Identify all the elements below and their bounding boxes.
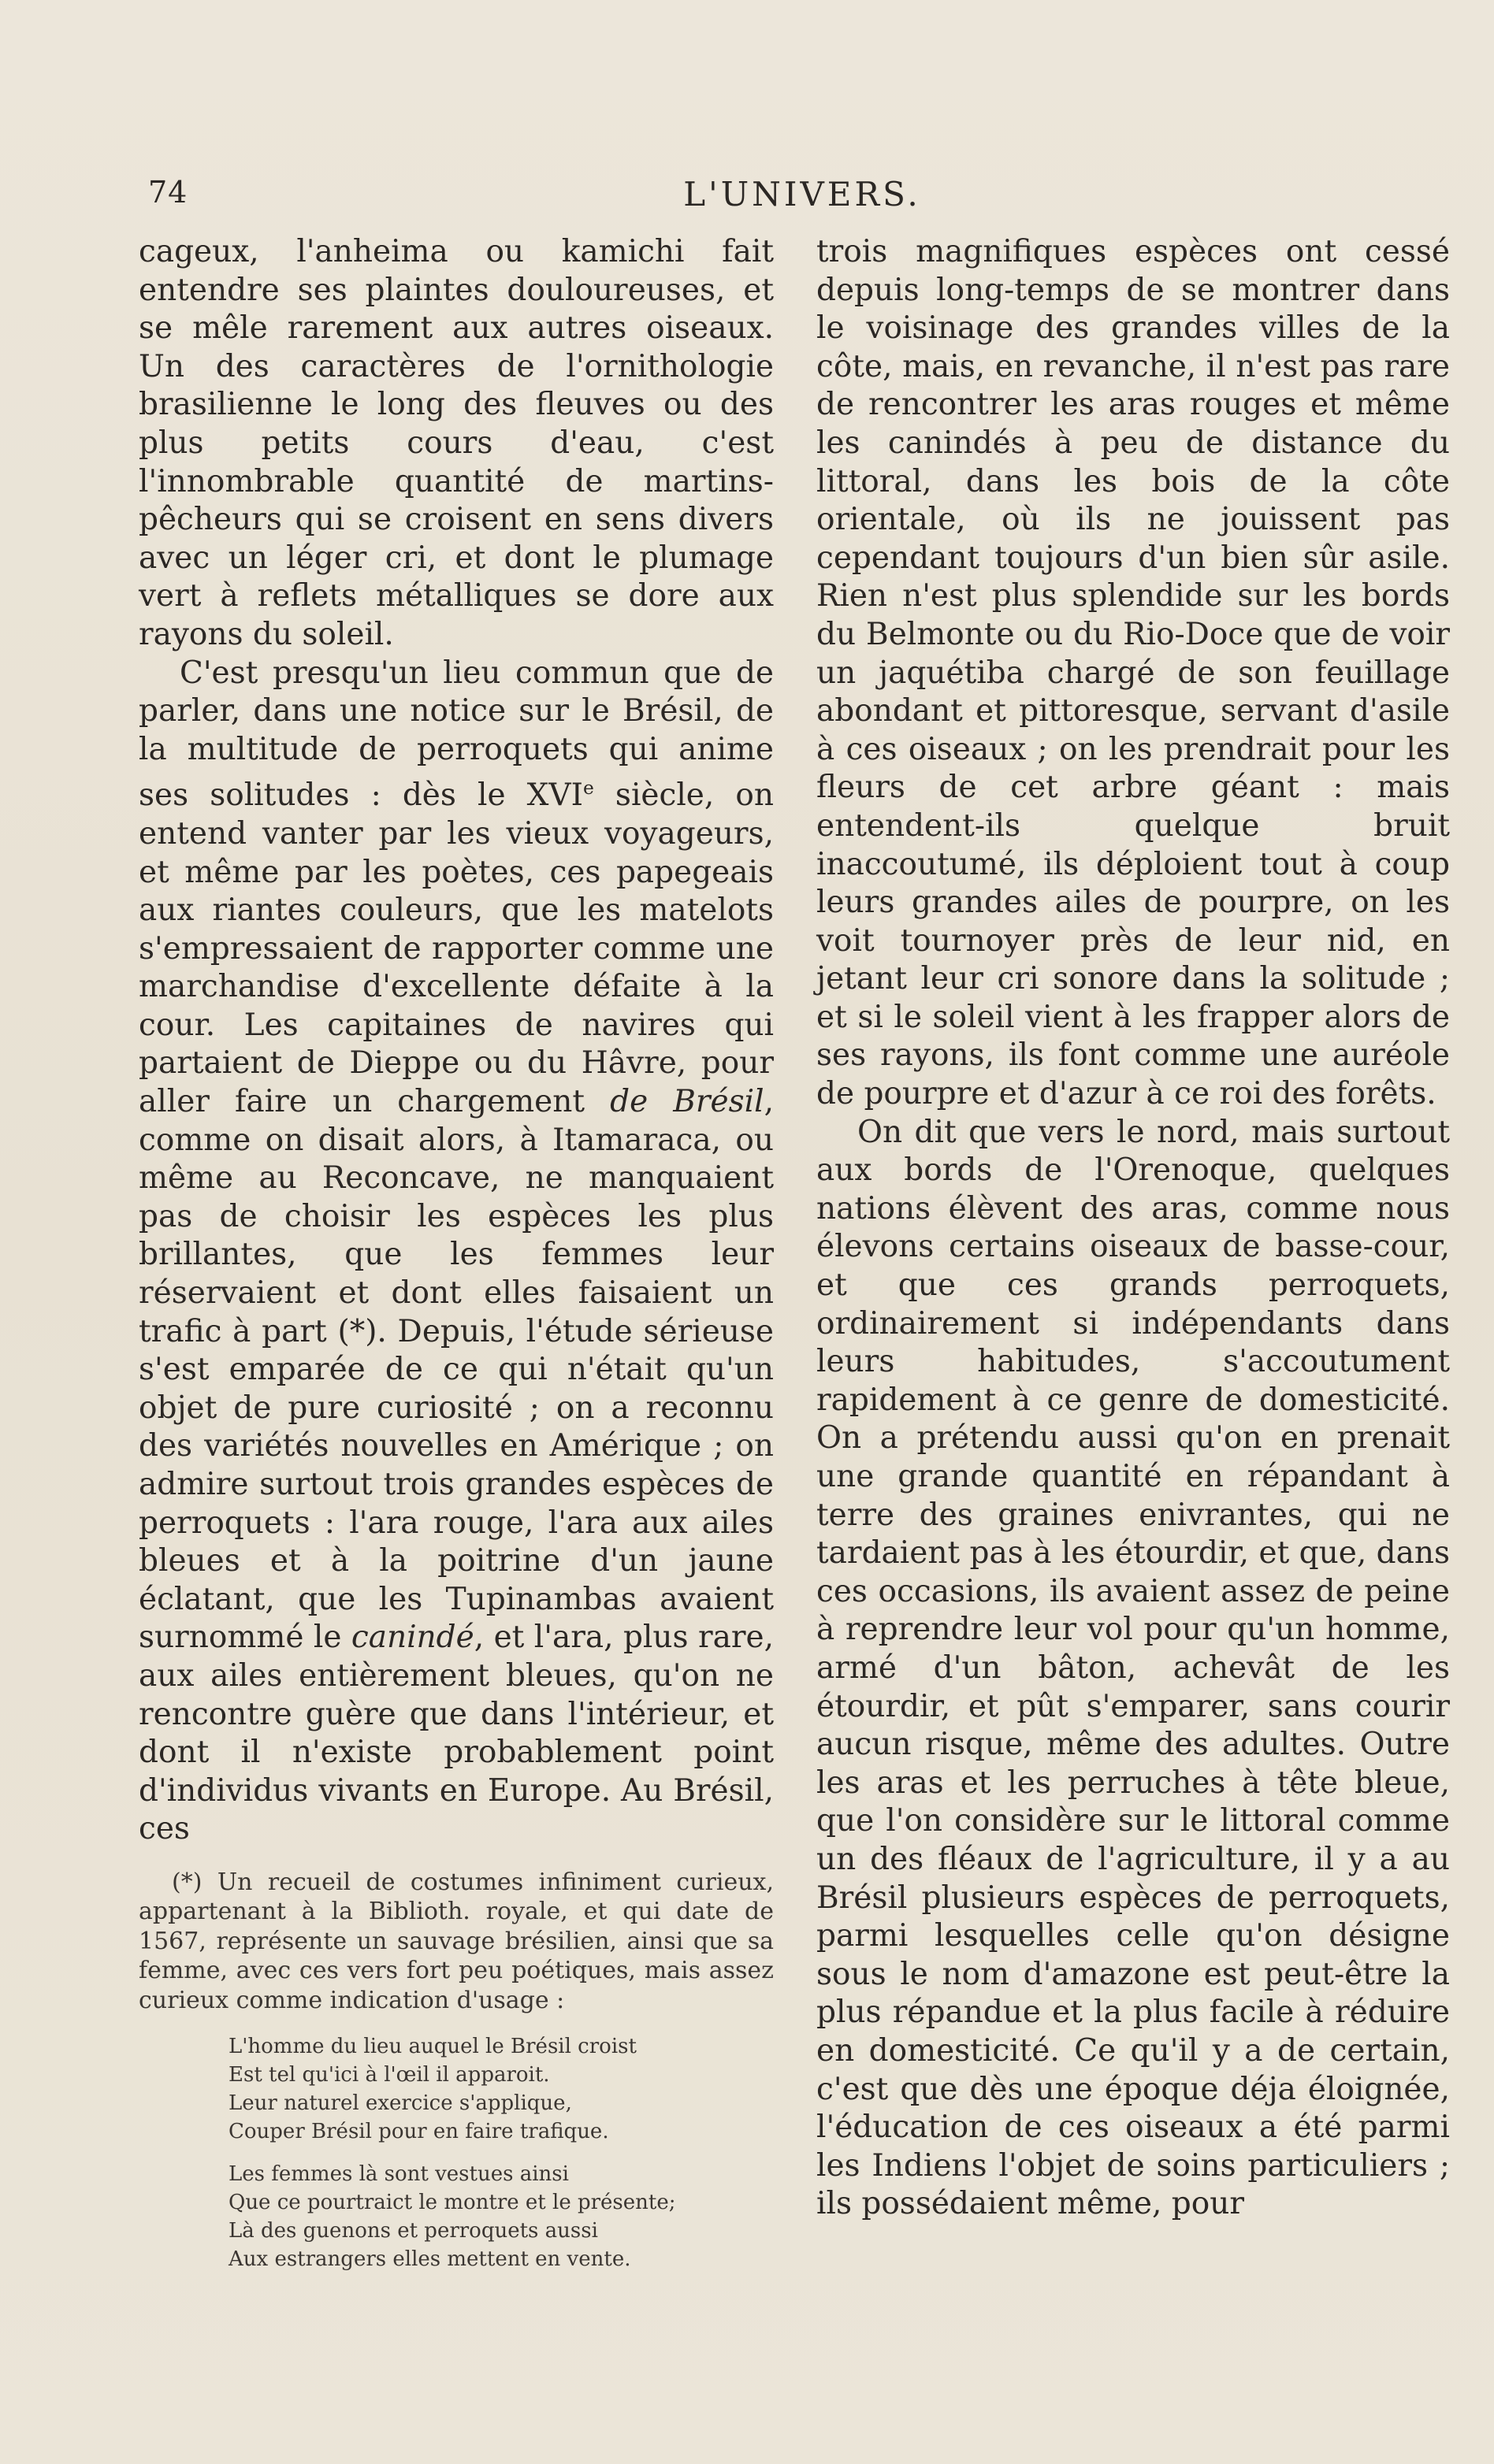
left-paragraph-2-part-d: , et l'ara, plus rare, aux ailes entièrement bleues, qu'on ne rencontre guère que dans l'intérieur, et dont il n'existe probablement point d'individus vivants en Europe. Au Brésil, ces	[139, 1620, 775, 1847]
left-paragraph-1: cageux, l'anheima ou kamichi fait entendre ses plaintes douloureuses, et se mêle rarement aux autres oiseaux. Un des caractères de l'ornithologie brasilienne le long des fleuves ou des plus petits cours d'eau, c'est l'innombrable quantité de martins-pêcheurs qui se croisent en sens divers avec un léger cri, et dont le plumage vert à reflets métalliques se dore aux rayons du soleil.	[139, 234, 774, 652]
verse-line: Là des guenons et perroquets aussi	[229, 2219, 598, 2243]
left-paragraph-2	[139, 655, 774, 1849]
verse-line: Couper Brésil pour en faire trafique.	[229, 2120, 609, 2144]
right-column	[816, 233, 1450, 2224]
verse-stanza-2	[229, 2160, 774, 2273]
right-paragraph-1: trois magnifiques espèces ont cessé depuis long-temps de se montrer dans le voisinage des grandes villes de la côte, mais, en revanche, il n'est pas rare de rencontrer les aras rouges et même les canindés à peu de distance du littoral, dans les bois de la côte orientale, où ils ne jouissent pas cependant toujours d'un bien sûr asile. Rien n'est plus splendide sur les bords du Belmonte ou du Rio-Doce que de voir un jaquétiba chargé de son feuillage abondant et pittoresque, servant d'asile à ces oiseaux ; on les prendrait pour les fleurs de cet arbre géant : mais entendent-ils quelque bruit inaccoutumé, ils déploient tout à coup leurs grandes ailes de pourpre, on les voit tournoyer près de leur nid, en jetant leur cri sonore dans la solitude ; et si le soleil vient à les frapper alors de ses rayons, ils font comme une auréole de pourpre et d'azur à ce roi des forêts.	[816, 234, 1450, 1112]
italic-de-bresil: de Brésil	[610, 1084, 764, 1120]
footnote-text: (*) Un recueil de costumes infiniment curieux, appartenant à la Biblioth. royale, et qui date de 1567, représente un sauvage brésilien, ainsi que sa femme, avec ces vers fort peu poétiques, mais assez curieux comme indication d'usage :	[139, 1868, 774, 2014]
right-paragraph-2: On dit que vers le nord, mais surtout aux bords de l'Orenoque, quelques nations élèvent des aras, comme nous élevons certains oiseaux de basse-cour, et que ces grands perroquets, ordinairement si indépendants dans leurs habitudes, s'accoutument rapidement à ce genre de domesticité. On a prétendu aussi qu'on en prenait une grande quantité en répandant à terre des graines enivrantes, qui ne tardaient pas à les étourdir, et que, dans ces occasions, ils avaient assez de peine à reprendre leur vol pour qu'un homme, armé d'un bâton, achevât de les étourdir, et pût s'emparer, sans courir aucun risque, même des adultes. Outre les aras et les perruches à tête bleue, que l'on considère sur le littoral comme un des fléaux de l'agriculture, il y a au Brésil plusieurs espèces de perroquets, parmi lesquelles celle qu'on désigne sous le nom d'amazone est peut-être la plus répandue et la plus facile à réduire en domesticité. Ce qu'il y a de certain, c'est que dès une époque déja éloignée, l'éducation de ces oiseaux a été parmi les Indiens l'objet de soins particuliers ; ils possédaient même, pour	[816, 1114, 1450, 2222]
verse-line: Est tel qu'ici à l'œil il apparoit.	[229, 2063, 550, 2087]
verse-line: L'homme du lieu auquel le Brésil croist	[229, 2035, 637, 2059]
verse-line: Aux estrangers elles mettent en vente.	[229, 2247, 631, 2272]
left-paragraph-2-part-b: siècle, on entend vanter par les vieux voyageurs, et même par les poètes, ces papegeais aux riantes couleurs, que les matelots s'empressaient de rapporter comme une marchandise d'excellente défaite à la cour. Les capitaines de navires qui partaient de Dieppe ou du Hâvre, pour aller faire un chargement	[139, 777, 774, 1120]
century-superscript: e	[582, 777, 594, 800]
left-paragraph-2-part-a: C'est presqu'un lieu commun que de parler, dans une notice sur le Brésil, de la multitude de perroquets qui anime ses solitudes : dès le XVI	[139, 655, 774, 814]
verse-stanza-1	[229, 2032, 774, 2146]
verse-line: Que ce pourtraict le montre et le présente;	[229, 2191, 676, 2215]
verse-line: Leur naturel exercice s'applique,	[229, 2091, 572, 2116]
page-number: 74	[148, 175, 188, 210]
page-header	[148, 175, 1456, 222]
running-title: L'UNIVERS.	[683, 175, 921, 213]
left-column	[139, 233, 774, 2288]
left-paragraph-2-part-c: , comme on disait alors, à Itamaraca, ou même au Reconcave, ne manquaient pas de choisir les espèces les plus brillantes, que les femmes leur réservaient et dont elles faisaient un trafic à part (*). Depuis, l'étude sérieuse s'est emparée de ce qui n'était qu'un objet de pure curiosité ; on a reconnu des variétés nouvelles en Amérique ; on admire surtout trois grandes espèces de perroquets : l'ara rouge, l'ara aux ailes bleues et à la poitrine d'un jaune éclatant, que les Tupinambas avaient surnommé le	[139, 1084, 774, 1656]
verse-line: Les femmes là sont vestues ainsi	[229, 2162, 569, 2187]
footnote-verse	[229, 2032, 774, 2273]
footnote	[139, 1868, 774, 2274]
italic-caninde: canindé	[351, 1620, 474, 1656]
